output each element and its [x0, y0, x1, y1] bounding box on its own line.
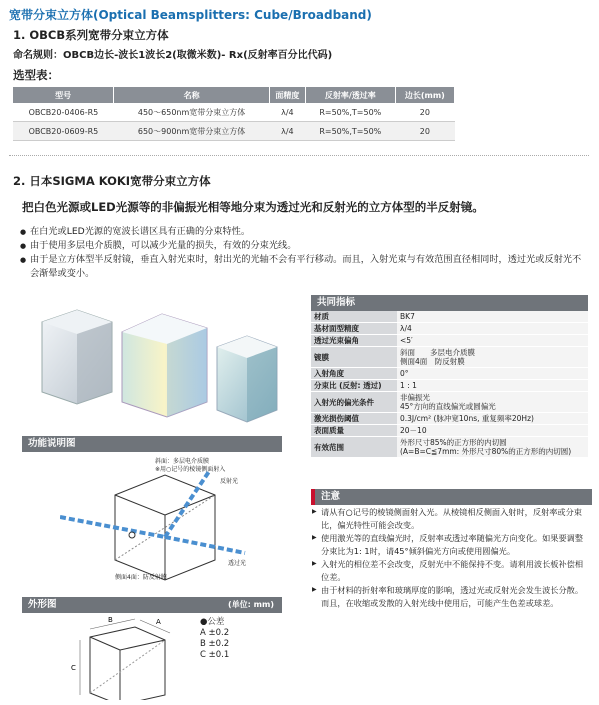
label-incident-face: 斜面：多层电介质膜 — [155, 458, 210, 465]
spec-row — [311, 347, 588, 368]
outline-drawing-header — [22, 597, 282, 613]
table-cell: λ/4 — [269, 122, 305, 141]
table-header-cell: 面精度 — [269, 87, 305, 103]
spec-value: 0.3J/cm² (脉冲宽10ns, 重复频率20Hz) — [397, 413, 588, 425]
spec-value: 非偏振光 45°方向的直线偏光或圆偏光 — [397, 392, 588, 413]
table-cell: R=50%,T=50% — [305, 122, 395, 141]
spec-row — [311, 413, 588, 425]
feature-item: ● 在白光或LED光源的宽波长谱区具有正确的分束特性。 — [20, 225, 585, 239]
spec-value: 20－10 — [397, 425, 588, 437]
spec-row — [311, 368, 588, 380]
table-cell: R=50%,T=50% — [305, 103, 395, 122]
label-reflected: 反射光 — [220, 478, 239, 485]
table-cell: OBCB20-0406-R5 — [13, 103, 114, 122]
spec-value: λ/4 — [397, 323, 588, 335]
note-item: ▶ 使用激光等的直线偏光时，反射率或透过率随偏光方向变化。如果要调整分束比为1: 1时，请45°倾斜偏光方向或使用圆偏光。 — [312, 532, 584, 557]
section2-heading: 2. 日本SIGMA KOKI宽带分束立方体 — [13, 174, 211, 188]
product-photo — [22, 292, 282, 427]
spec-key: 表面质量 — [311, 425, 397, 437]
table-cell: 20 — [395, 103, 454, 122]
spec-value: <5′ — [397, 335, 588, 347]
tolerance-item: A ±0.2 — [200, 628, 230, 638]
spec-key: 基材面型精度 — [311, 323, 397, 335]
spec-key: 激光损伤阈值 — [311, 413, 397, 425]
tolerance-title: ●公差 — [200, 617, 225, 627]
feature-list — [20, 225, 585, 281]
label-ar-face: 侧面4面：防反射膜 — [115, 574, 167, 581]
spec-value: BK7 — [397, 311, 588, 323]
common-spec-header: 共同指标 — [311, 295, 588, 311]
label-transmitted: 透过光 — [228, 560, 247, 567]
table-cell: 20 — [395, 122, 454, 141]
dim-a: A — [156, 618, 161, 626]
page-title: 宽带分束立方体(Optical Beamsplitters: Cube/Broadband) — [9, 8, 372, 22]
spec-key: 分束比 (反射: 透过) — [311, 380, 397, 392]
table-header-cell: 名称 — [114, 87, 269, 103]
table-header-cell: 反射率/透过率 — [305, 87, 395, 103]
outline-drawing — [40, 615, 200, 700]
spec-row — [311, 392, 588, 413]
select-label: 选型表： — [13, 68, 59, 82]
table-cell: 650～900nm宽带分束立方体 — [114, 122, 269, 141]
feature-item: ● 由于是立方体型半反射镜，垂直入射光束时，射出光的光轴不会有平行移动。而且，入射光束与有效范围直径相同时，透过光或反射光不会渐晕或变小。 — [20, 253, 585, 281]
naming-rule: 命名规则：OBCB边长-波长1波长2(取微米数)- Rx(反射率百分比代码) — [13, 50, 333, 61]
table-header-cell: 型号 — [13, 87, 114, 103]
spec-row — [311, 335, 588, 347]
table-cell: λ/4 — [269, 103, 305, 122]
notes-list — [312, 506, 584, 610]
spec-row — [311, 425, 588, 437]
spec-key: 材质 — [311, 311, 397, 323]
tolerance-item: B ±0.2 — [200, 639, 230, 649]
table-cell: OBCB20-0609-R5 — [13, 122, 114, 141]
spec-value: 0° — [397, 368, 588, 380]
table-header-cell: 边长(mm) — [395, 87, 454, 103]
spec-key: 入射光的偏光条件 — [311, 392, 397, 413]
outline-title: 外形图 — [28, 599, 57, 610]
spec-key: 有效范围 — [311, 437, 397, 458]
feature-item: ● 由于使用多层电介质膜，可以减少光量的损失，有效的分束光线。 — [20, 239, 585, 253]
spec-key: 入射角度 — [311, 368, 397, 380]
table-row — [13, 122, 455, 141]
spec-row — [311, 380, 588, 392]
table-row — [13, 103, 455, 122]
note-item: ▶ 请从有○记号的棱镜侧面射入光。从棱镜相反侧面入射时，反射率或分束比，偏光特性可能会改变。 — [312, 506, 584, 531]
common-spec-table — [311, 311, 588, 458]
tolerance-block — [200, 617, 229, 661]
outline-unit: (单位: mm) — [228, 600, 274, 609]
note-item: ▶ 由于材料的折射率和玻璃厚度的影响，透过光或反射光会发生波长分散。而且，在收缩或发散的入射光线中使用后，可能产生色差或球差。 — [312, 584, 584, 609]
table-cell: 450～650nm宽带分束立方体 — [114, 103, 269, 122]
section-divider — [9, 155, 589, 156]
note-item: ▶ 入射光的相位差不会改变，反射光中不能保持不变。请利用波长板补偿相位差。 — [312, 558, 584, 583]
spec-value: 斜面 多层电介质膜 侧面4面 防反射膜 — [397, 347, 588, 368]
tolerance-item: C ±0.1 — [200, 650, 230, 660]
selection-table — [13, 87, 455, 141]
spec-row — [311, 311, 588, 323]
section2-lead: 把白色光源或LED光源等的非偏振光相等地分束为透过光和反射光的立方体型的半反射镜。 — [22, 200, 484, 214]
label-mark-note: ※用○记号的棱镜侧面射入 — [155, 466, 226, 473]
spec-value: 外形尺寸85%的正方形的内切圆 (A=B=C≦7mm: 外形尺寸80%的正方形的内切圆) — [397, 437, 588, 458]
function-diagram — [60, 455, 280, 590]
dim-c: C — [71, 664, 76, 672]
spec-row — [311, 323, 588, 335]
notes-header: 注意 — [311, 489, 592, 505]
section1-heading: 1. OBCB系列宽带分束立方体 — [13, 28, 169, 42]
spec-value: 1 : 1 — [397, 380, 588, 392]
spec-row — [311, 437, 588, 458]
spec-key: 透过光束偏角 — [311, 335, 397, 347]
spec-key: 镀膜 — [311, 347, 397, 368]
function-diagram-header: 功能说明图 — [22, 436, 282, 452]
dim-b: B — [108, 616, 113, 624]
